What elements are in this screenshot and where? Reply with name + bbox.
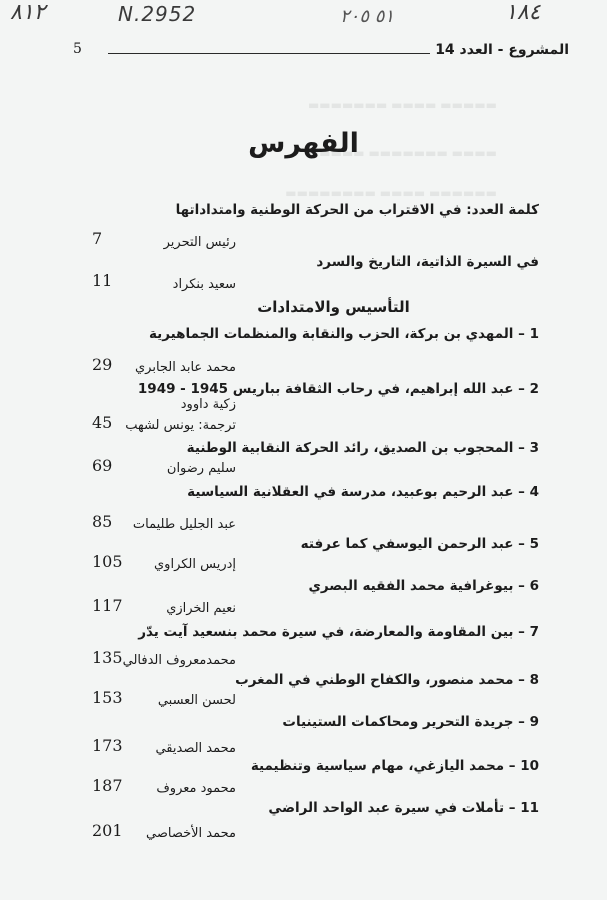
toc-title: الفهرس	[248, 128, 359, 159]
handwritten-right-code: ۱۸٤	[505, 0, 541, 25]
toc-entry-page: 187	[92, 776, 123, 795]
handwritten-reference: N.2952	[118, 2, 197, 26]
toc-entry-page: 29	[92, 355, 113, 374]
toc-entry-title: 7 – بين المقاومة والمعارضة، في سيرة محمد بنسعيد آيت يدّر	[138, 624, 539, 640]
toc-intro-page: 7	[92, 229, 103, 248]
toc-entry-author: محمدمعروف الدفالي	[122, 653, 236, 668]
toc-entry-title: 5 – عبد الرحمن اليوسفي كما عرفته	[300, 536, 539, 552]
toc-entry-page: 173	[92, 736, 123, 755]
toc-entry-title: 10 – محمد اليازغي، مهام سياسية وتنظيمية	[250, 758, 539, 774]
toc-entry-author: زكية داوود	[180, 397, 236, 412]
toc-entry-translator: ترجمة: يونس لشهب	[125, 418, 236, 433]
toc-entry-author: محمد الصديقي	[155, 741, 236, 756]
handwritten-center-mark: ٥١ ٢٠٥	[340, 6, 395, 27]
toc-entry-page: 105	[92, 552, 123, 571]
toc-entry-page: 201	[92, 821, 123, 840]
toc-intro-author: رئيس التحرير	[163, 235, 236, 250]
toc-entry-page: 117	[92, 596, 123, 615]
toc-entry-title: 6 – بيوغرافية محمد الفقيه البصري	[308, 578, 539, 594]
toc-entry-title: 4 – عبد الرحيم بوعبيد، مدرسة في العقلانية السياسية	[187, 484, 539, 500]
toc-entry-author: محمد عابد الجابري	[134, 360, 236, 375]
header-rule	[108, 53, 430, 54]
handwritten-left-code: ۸۱۲	[10, 0, 46, 25]
show-through-text: ▬▬▬▬▬ ▬▬▬▬ ▬▬▬▬▬▬▬	[307, 98, 497, 112]
show-through-text: ▬▬▬▬▬▬ ▬▬▬▬ ▬▬▬▬▬▬▬▬	[285, 186, 497, 200]
toc-entry-author: لحسن العسبي	[157, 693, 236, 708]
toc-entry-title: 11 – تأملات في سيرة عبد الواحد الراضي	[268, 800, 539, 816]
toc-entry-author: إدريس الكراوي	[154, 557, 236, 572]
toc-entry-page: 45	[92, 413, 113, 432]
toc-entry-page: 135	[92, 648, 123, 667]
journal-header-title: المشروع - العدد 14	[435, 42, 569, 58]
toc-entry-title: 9 – جريدة التحرير ومحاكمات الستينيات	[282, 714, 539, 730]
toc-entry-author: نعيم الخرازي	[166, 601, 236, 616]
toc-entry-author: محمد الأخصاصي	[146, 826, 236, 841]
toc-intro-author: سعيد بنكراد	[172, 277, 236, 292]
toc-entry-title: 8 – محمد منصور، والكفاح الوطني في المغرب	[235, 672, 539, 688]
toc-entry-page: 153	[92, 688, 123, 707]
toc-entry-author: محمود معروف	[156, 781, 236, 796]
toc-entry-title: 3 – المحجوب بن الصديق، رائد الحركة النقابية الوطنية	[186, 440, 539, 456]
toc-entry-page: 69	[92, 456, 113, 475]
page-number: 5	[73, 41, 82, 57]
toc-entry-page: 85	[92, 512, 113, 531]
toc-intro-page: 11	[92, 271, 113, 290]
toc-intro-heading: في السيرة الذاتية، التاريخ والسرد	[316, 254, 539, 270]
toc-entry-author: سليم رضوان	[166, 461, 236, 476]
toc-entry-author: عبد الجليل طليمات	[132, 517, 236, 532]
toc-intro-heading: كلمة العدد: في الاقتراب من الحركة الوطنية وامتداداتها	[175, 202, 539, 218]
show-through-text: ▬▬▬▬ ▬▬▬▬▬▬▬ ▬▬▬▬▬	[307, 146, 497, 160]
toc-entry-title: 2 – عبد الله إبراهيم، في رحاب الثقافة بباريس 1945 - 1949	[137, 381, 539, 397]
toc-entry-title: 1 – المهدي بن بركة، الحزب والنقابة والمنظمات الجماهيرية	[148, 326, 539, 342]
toc-section-title: التأسيس والامتدادات	[257, 298, 410, 316]
